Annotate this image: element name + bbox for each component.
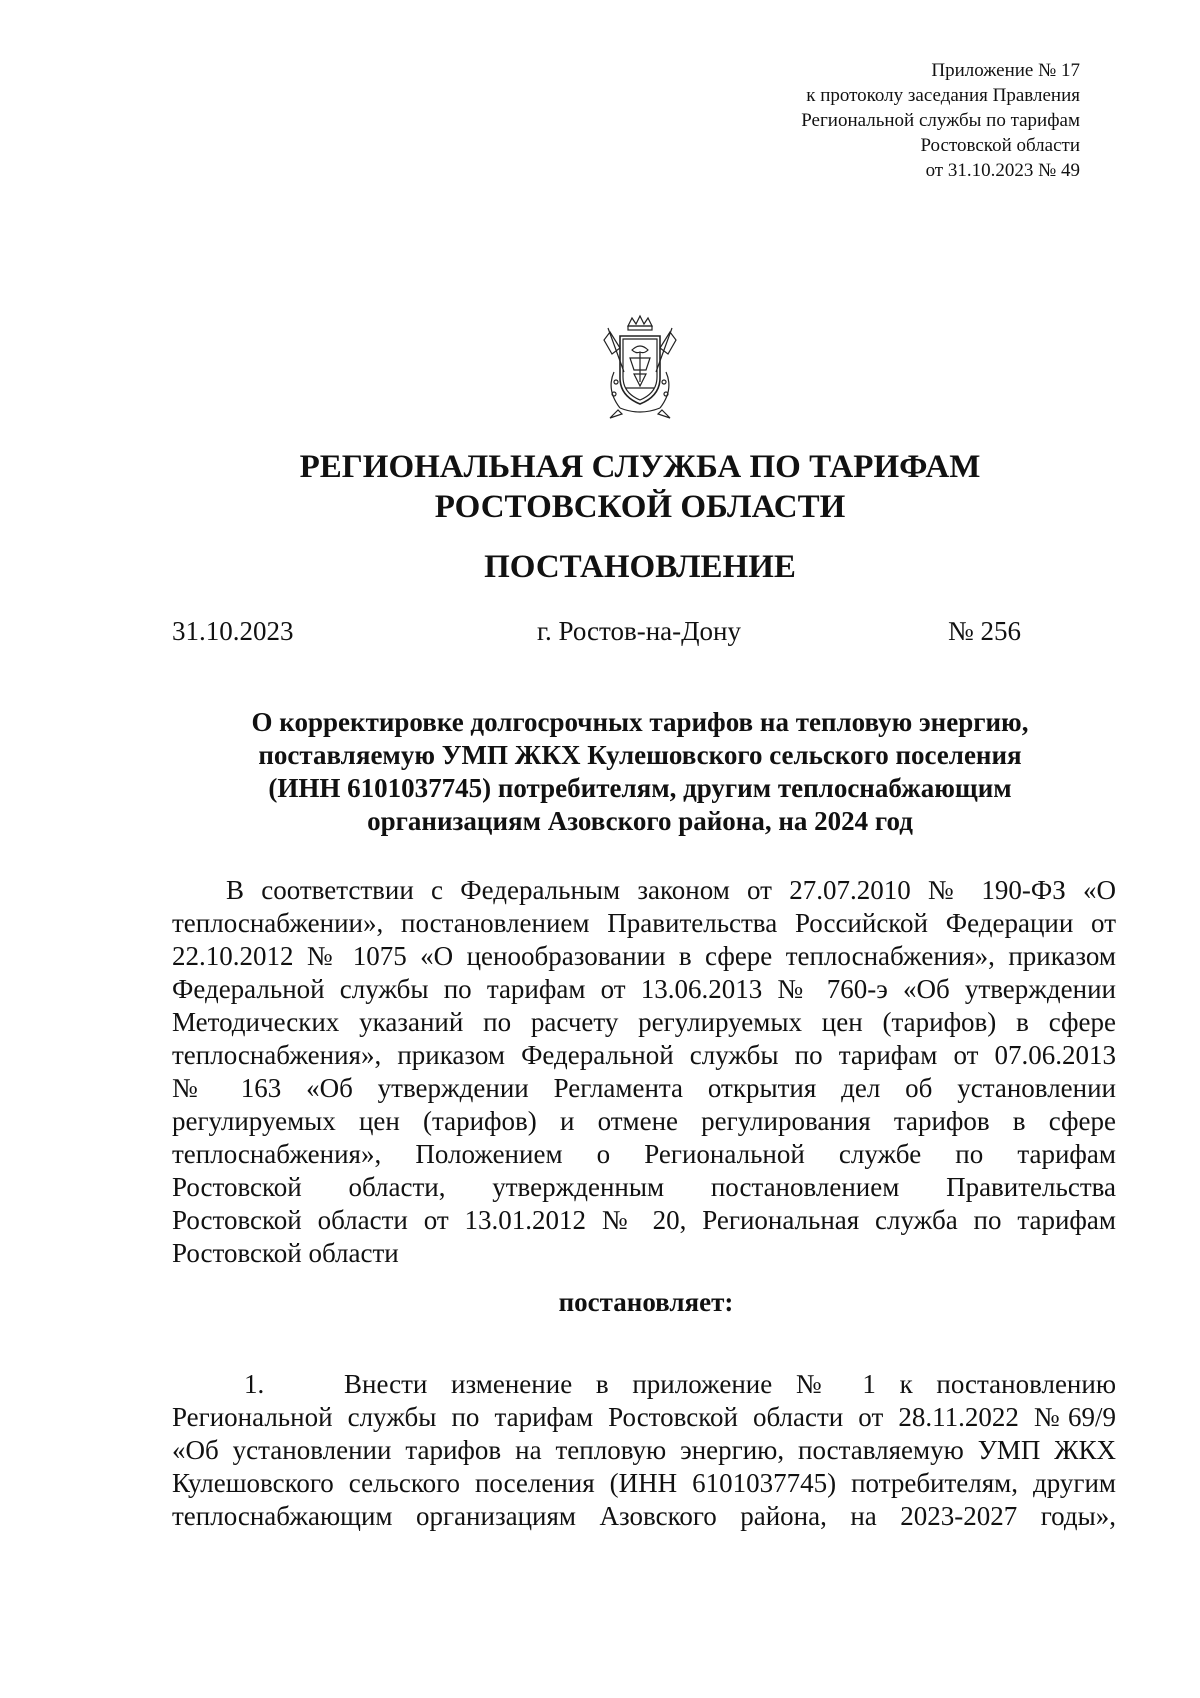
preamble-paragraph [172,874,1116,1270]
organization-title-line: РЕГИОНАЛЬНАЯ СЛУЖБА ПО ТАРИФАМ [299,449,981,485]
paragraph-line: Методических указаний по расчету регулируемых цен (тарифов) в сфере [172,1007,1116,1037]
paragraph-line: Ростовской области [172,1238,399,1268]
subject-line: организациям Азовского района, на 2024 год [367,806,913,836]
subject-line: поставляемую УМП ЖКХ Кулешовского сельского поселения [258,740,1022,770]
organization-title [0,447,1200,527]
organization-title-line: РОСТОВСКОЙ ОБЛАСТИ [434,489,846,525]
paragraph-line: теплоснабжения», Положением о Региональной службе по тарифам [172,1139,1116,1169]
paragraph-line: Ростовской области от 13.01.2012 № 20, Региональная служба по тарифам [172,1205,1116,1235]
appendix-line: Региональной службы по тарифам [801,110,1080,131]
paragraph-line: Кулешовского сельского поселения (ИНН 6101037745) потребителям, другим [172,1468,1116,1498]
appendix-line: Ростовской области [920,135,1080,156]
paragraph-line: 22.10.2012 № 1075 «О ценообразовании в сфере теплоснабжения», приказом [172,941,1116,971]
appendix-note [801,58,1080,183]
paragraph-line: «Об установлении тарифов на тепловую энергию, поставляемую УМП ЖКХ [172,1435,1116,1465]
coat-of-arms-icon [590,312,690,422]
document-subject [150,706,1130,838]
appendix-line: к протоколу заседания Правления [806,85,1080,106]
decree-word: постановляет: [558,1287,734,1317]
subject-line: О корректировке долгосрочных тарифов на тепловую энергию, [251,707,1029,737]
clause-first-line [172,1368,1116,1401]
paragraph-line: Региональной службы по тарифам Ростовской области от 28.11.2022 №69/9 [172,1402,1116,1432]
paragraph-line: регулируемых цен (тарифов) и отмене регулирования тарифов в сфере [172,1106,1116,1136]
document-type: ПОСТАНОВЛЕНИЕ [484,549,796,585]
document-number: № 256 [948,616,1022,646]
paragraph-line: теплоснабжения», приказом Федеральной службы по тарифам от 07.06.2013 [172,1040,1116,1070]
document-city: г. Ростов-на-Дону [537,616,742,646]
paragraph-line: В соответствии с Федеральным законом от 27.07.2010 № 190-ФЗ «О [226,875,1116,905]
paragraph-line: теплоснабжающим организациям Азовского района, на 2023-2027 годы», [172,1501,1116,1531]
document-date: 31.10.2023 [172,616,294,646]
appendix-line: от 31.10.2023 № 49 [925,160,1080,181]
paragraph-line: № 163 «Об утверждении Регламента открытия дел об установлении [172,1073,1116,1103]
subject-line: (ИНН 6101037745) потребителям, другим теплоснабжающим [268,773,1012,803]
paragraph-line: Ростовской области, утвержденным постановлением Правительства [172,1172,1116,1202]
clause-number: 1. [244,1369,265,1399]
appendix-line: Приложение № 17 [931,60,1080,81]
clause-first-text: Внести изменение в приложение № 1 к постановлению [344,1369,1116,1399]
paragraph-line: Федеральной службы по тарифам от 13.06.2013 № 760-э «Об утверждении [172,974,1116,1004]
paragraph-line: теплоснабжении», постановлением Правительства Российской Федерации от [172,908,1116,938]
clause-1 [172,1368,1116,1533]
